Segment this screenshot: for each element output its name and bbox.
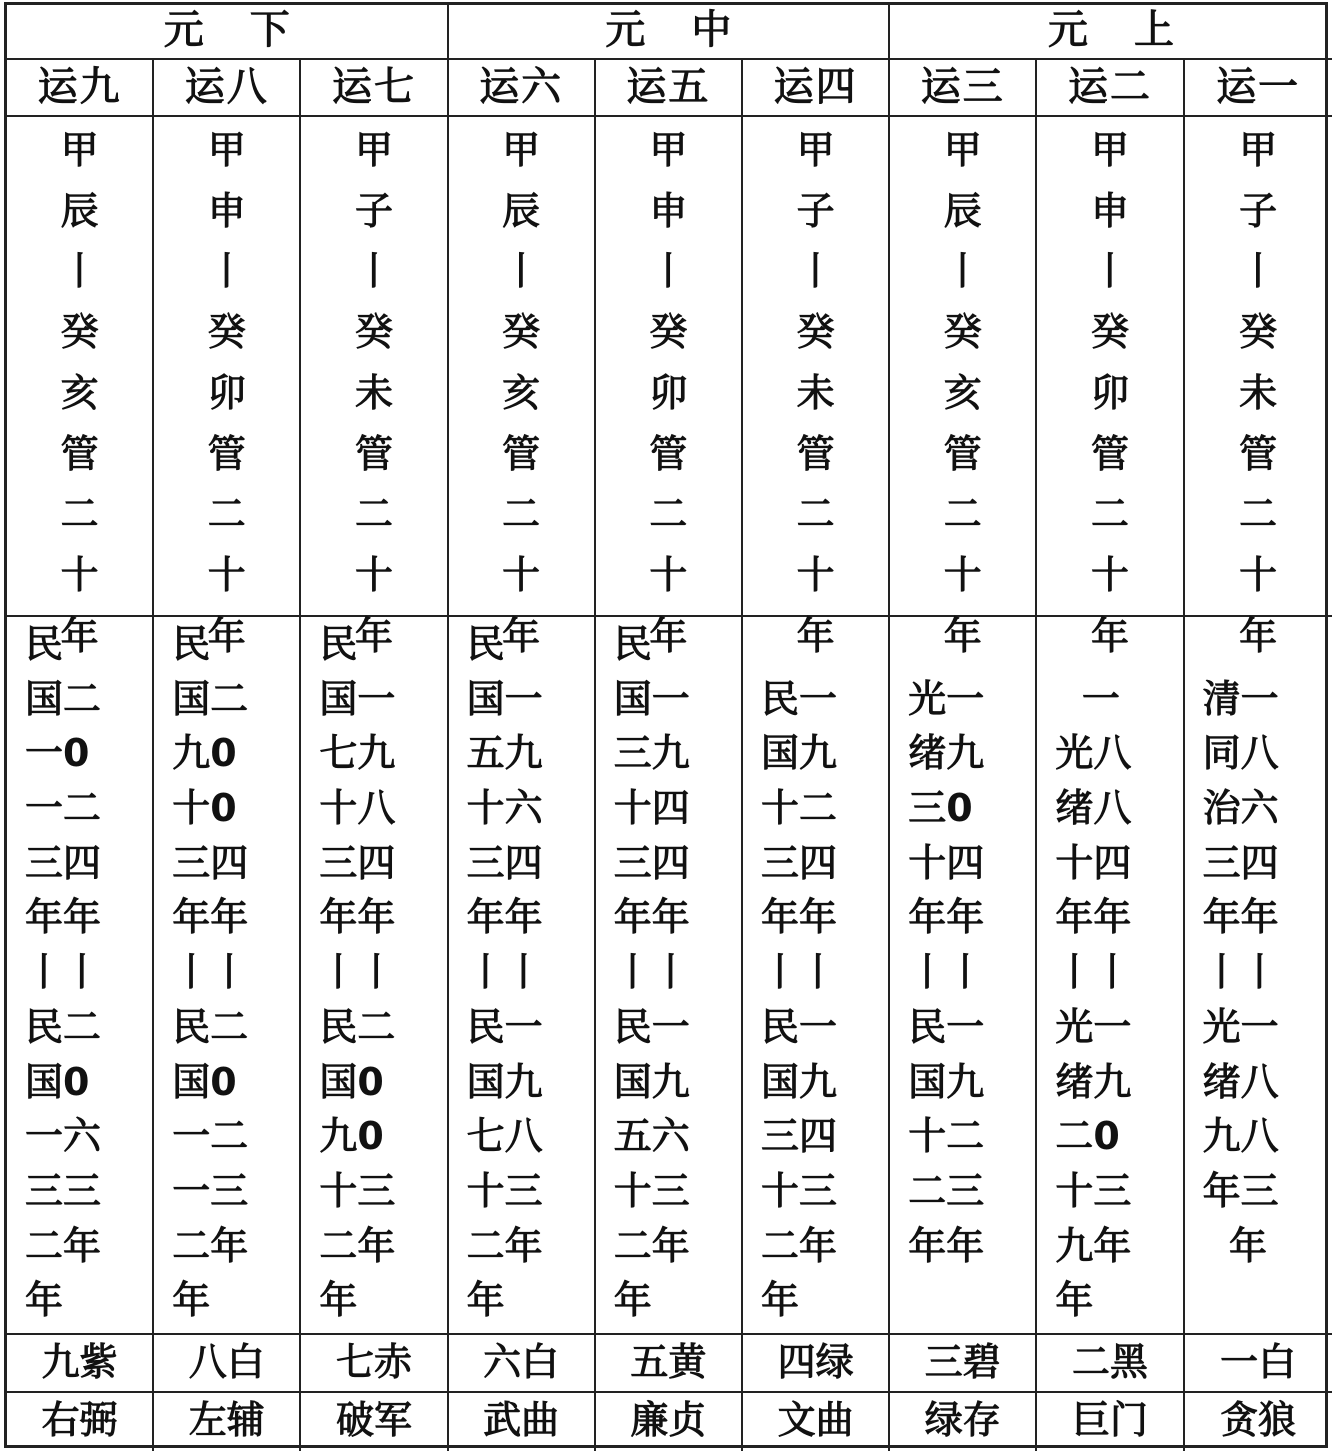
years-line: 年年 — [908, 1223, 985, 1268]
period-char: 癸 — [502, 310, 541, 355]
era-header: 元上 — [890, 5, 1332, 60]
years-line: 年 — [1055, 1278, 1094, 1323]
years-line: 十八 — [319, 786, 396, 831]
period-char: 卯 — [1090, 370, 1129, 415]
period-char: 年 — [354, 613, 393, 658]
years-line: 三四 — [761, 1114, 838, 1159]
period-char: 癸 — [649, 310, 688, 355]
period-cell — [154, 117, 301, 658]
period-char: 子 — [354, 188, 393, 233]
years-line: 七八 — [466, 1114, 543, 1159]
period-char: 十 — [60, 552, 99, 597]
era-header: 元中 — [449, 5, 891, 60]
years-line: 十二 — [761, 786, 838, 831]
years-line — [1203, 617, 1332, 672]
years-line: 绪九 — [1055, 1059, 1132, 1104]
star-name-cell: 左辅 — [154, 1393, 301, 1451]
period-char: 管 — [1090, 431, 1129, 476]
period-char: 癸 — [796, 310, 835, 355]
years-line: 年 — [613, 1278, 652, 1323]
star-name-cell: 贪狼 — [1220, 1398, 1297, 1442]
yun-header: 运四 — [743, 60, 890, 117]
years-line: 年年 — [1055, 895, 1132, 940]
period-char: 管 — [796, 431, 835, 476]
yun-header: 运二 — [1037, 60, 1184, 117]
period-char: 卯 — [207, 370, 246, 415]
years-cell — [7, 617, 154, 1335]
period-char: 癸 — [207, 310, 246, 355]
period-char: 申 — [649, 188, 688, 233]
years-line: 二年 — [319, 1223, 396, 1268]
years-line: 民 — [25, 622, 64, 666]
years-line: 三四 — [25, 840, 102, 885]
period-char: 管 — [207, 431, 246, 476]
period-char: 癸 — [1239, 310, 1278, 355]
years-cell — [154, 617, 301, 1335]
years-line: 九八 — [1202, 1114, 1279, 1159]
star-name-cell: 武曲 — [449, 1393, 596, 1451]
yun-header: 运八 — [154, 60, 301, 117]
period-char: 年 — [649, 613, 688, 658]
period-cell — [743, 117, 890, 658]
years-line: 民二 — [172, 1004, 249, 1049]
years-line: 民一 — [466, 1004, 543, 1049]
years-line: 三四 — [172, 840, 249, 885]
years-line: 绪八 — [1055, 786, 1132, 831]
years-line: 年年 — [761, 895, 838, 940]
period-cell — [7, 117, 154, 658]
years-line: 国九 — [908, 1059, 985, 1104]
years-line: 民一 — [761, 1004, 838, 1049]
period-char: 二 — [943, 492, 982, 537]
years-cell — [301, 617, 448, 1335]
years-cell — [1185, 617, 1332, 1335]
years-line: 国一 — [466, 676, 543, 721]
years-line: 年三 — [1202, 1168, 1279, 1213]
years-line: 民二 — [25, 1004, 102, 1049]
period-char: 管 — [502, 431, 541, 476]
years-cell — [1037, 617, 1184, 1335]
years-line: 十三 — [761, 1168, 838, 1213]
period-char: 辰 — [502, 188, 541, 233]
period-char: 年 — [796, 613, 835, 658]
period-char: 十 — [354, 552, 393, 597]
years-line: 治六 — [1202, 786, 1279, 831]
period-char: 管 — [1239, 431, 1278, 476]
star-name-cell: 右弼 — [7, 1393, 154, 1451]
period-char: 丨 — [207, 249, 246, 294]
star-name-cell: 文曲 — [743, 1393, 890, 1451]
years-line: 三四 — [761, 840, 838, 885]
years-line: 五九 — [466, 731, 543, 776]
years-line: 民二 — [319, 1004, 396, 1049]
years-line: 十三 — [1055, 1168, 1132, 1213]
yun-header: 运三 — [890, 60, 1037, 117]
years-line: 年年 — [613, 895, 690, 940]
period-char: 癸 — [1090, 310, 1129, 355]
star-cell: 六白 — [449, 1335, 596, 1393]
period-char: 甲 — [1090, 128, 1129, 172]
years-line: 丨丨 — [1055, 950, 1132, 995]
years-line: 民一 — [761, 676, 838, 721]
period-char: 未 — [1239, 370, 1278, 415]
years-line: 年年 — [25, 895, 102, 940]
years-line: 三0 — [908, 786, 973, 831]
years-line: 一0 — [25, 731, 90, 776]
years-line: 九0 — [319, 1114, 384, 1159]
years-line: 丨丨 — [761, 950, 838, 995]
period-char: 辰 — [943, 188, 982, 233]
yun-header: 运五 — [596, 60, 743, 117]
period-char: 年 — [60, 613, 99, 658]
period-char: 丨 — [1239, 249, 1278, 294]
period-char: 未 — [354, 370, 393, 415]
years-line: 十0 — [172, 786, 237, 831]
years-line: 三四 — [466, 840, 543, 885]
years-line: 民一 — [613, 1004, 690, 1049]
period-char: 二 — [1090, 492, 1129, 537]
years-line: 国九 — [761, 1059, 838, 1104]
years-line: 国二 — [172, 676, 249, 721]
years-line: 五六 — [613, 1114, 690, 1159]
period-char: 申 — [207, 188, 246, 233]
period-cell — [596, 117, 743, 658]
years-line: 一二 — [25, 786, 102, 831]
star-cell: 四绿 — [743, 1335, 890, 1393]
period-cell — [890, 117, 1037, 658]
years-line — [908, 617, 1035, 672]
years-line: 丨丨 — [172, 950, 249, 995]
period-cell — [1037, 117, 1184, 658]
period-char: 卯 — [649, 370, 688, 415]
period-char: 辰 — [60, 188, 99, 233]
years-line: 十二 — [908, 1114, 985, 1159]
years-line: 二年 — [25, 1223, 102, 1268]
years-line: 清一 — [1202, 676, 1279, 721]
years-line: 七九 — [319, 731, 396, 776]
years-line: 十四 — [1055, 840, 1132, 885]
period-char: 甲 — [207, 128, 246, 172]
years-line — [908, 1273, 1035, 1328]
period-char: 管 — [943, 431, 982, 476]
years-line: 年 — [1202, 1223, 1268, 1268]
period-char: 癸 — [943, 310, 982, 355]
years-line: 光一 — [1055, 1004, 1132, 1049]
period-char: 申 — [1090, 188, 1129, 233]
years-line: 国九 — [761, 731, 838, 776]
period-char: 亥 — [943, 370, 982, 415]
years-line: 民一 — [908, 1004, 985, 1049]
years-line: 十三 — [319, 1168, 396, 1213]
years-cell — [449, 617, 596, 1335]
period-char: 年 — [502, 613, 541, 658]
years-line: 民 — [319, 622, 358, 666]
period-char: 甲 — [649, 128, 688, 172]
years-line: 光一 — [1202, 1004, 1279, 1049]
period-char: 二 — [1239, 492, 1278, 537]
period-char: 甲 — [796, 128, 835, 172]
period-char: 十 — [1090, 552, 1129, 597]
years-line: 国二 — [25, 676, 102, 721]
years-line: 二0 — [1055, 1114, 1120, 1159]
years-line: 年 — [25, 1278, 64, 1323]
years-line: 三四 — [319, 840, 396, 885]
years-line — [761, 617, 888, 672]
period-char: 甲 — [502, 128, 541, 172]
years-line: 丨丨 — [908, 950, 985, 995]
period-char: 未 — [796, 370, 835, 415]
years-line: 二年 — [613, 1223, 690, 1268]
years-line: 年 — [172, 1278, 211, 1323]
period-char: 丨 — [60, 249, 99, 294]
star-cell: 七赤 — [301, 1335, 448, 1393]
period-char: 年 — [943, 613, 982, 658]
star-name-cell: 破军 — [301, 1393, 448, 1451]
period-char: 二 — [796, 492, 835, 537]
star-cell: 三碧 — [890, 1335, 1037, 1393]
period-char: 丨 — [649, 249, 688, 294]
years-line: 十三 — [613, 1168, 690, 1213]
years-line: 一 — [1055, 676, 1120, 721]
period-cell — [449, 117, 596, 658]
years-line: 丨丨 — [1202, 950, 1279, 995]
star-name-cell: 巨门 — [1037, 1393, 1184, 1451]
period-char: 管 — [354, 431, 393, 476]
years-cell — [890, 617, 1037, 1335]
years-line: 国0 — [172, 1059, 237, 1104]
years-line: 丨丨 — [25, 950, 102, 995]
period-char: 年 — [1239, 613, 1278, 658]
years-line: 年 — [466, 1278, 505, 1323]
period-char: 癸 — [354, 310, 393, 355]
years-line: 九年 — [1055, 1223, 1132, 1268]
years-line: 民 — [172, 622, 211, 666]
years-line: 丨丨 — [319, 950, 396, 995]
period-char: 管 — [649, 431, 688, 476]
period-char: 二 — [502, 492, 541, 537]
years-line: 年年 — [466, 895, 543, 940]
period-char: 亥 — [60, 370, 99, 415]
period-char: 十 — [502, 552, 541, 597]
period-char: 甲 — [354, 128, 393, 172]
period-char: 十 — [796, 552, 835, 597]
years-line: 年 — [319, 1278, 358, 1323]
years-line: 年年 — [1202, 895, 1279, 940]
years-line: 二年 — [172, 1223, 249, 1268]
years-line: 十四 — [613, 786, 690, 831]
years-line — [1055, 617, 1182, 672]
years-line: 年 — [761, 1278, 800, 1323]
years-line: 一六 — [25, 1114, 102, 1159]
period-char: 子 — [796, 188, 835, 233]
yun-header: 运九 — [7, 60, 154, 117]
period-char: 二 — [60, 492, 99, 537]
period-char: 子 — [1239, 188, 1278, 233]
period-char: 十 — [207, 552, 246, 597]
period-cell — [301, 117, 448, 658]
period-char: 丨 — [943, 249, 982, 294]
yun-header: 运七 — [301, 60, 448, 117]
years-line: 年年 — [172, 895, 249, 940]
years-line: 年年 — [908, 895, 985, 940]
years-line: 二三 — [908, 1168, 985, 1213]
years-line: 十四 — [908, 840, 985, 885]
years-line: 十六 — [466, 786, 543, 831]
years-line: 年年 — [319, 895, 396, 940]
period-char: 年 — [207, 613, 246, 658]
years-line: 同八 — [1202, 731, 1279, 776]
years-line: 绪九 — [908, 731, 985, 776]
period-char: 丨 — [502, 249, 541, 294]
years-line: 民 — [613, 622, 652, 666]
years-line: 丨丨 — [613, 950, 690, 995]
star-cell: 一白 — [1185, 1335, 1332, 1393]
star-name-cell: 绿存 — [890, 1393, 1037, 1451]
years-line: 绪八 — [1202, 1059, 1279, 1104]
years-line: 一三 — [172, 1168, 249, 1213]
years-line: 九0 — [172, 731, 237, 776]
years-line: 十三 — [466, 1168, 543, 1213]
years-cell — [596, 617, 743, 1335]
years-line: 一二 — [172, 1114, 249, 1159]
years-line: 光八 — [1055, 731, 1132, 776]
years-line: 二年 — [466, 1223, 543, 1268]
star-cell: 二黑 — [1037, 1335, 1184, 1393]
period-char: 管 — [60, 431, 99, 476]
years-line — [1203, 1273, 1332, 1328]
years-line: 国一 — [613, 676, 690, 721]
period-char: 十 — [943, 552, 982, 597]
years-line: 三九 — [613, 731, 690, 776]
years-line: 国九 — [466, 1059, 543, 1104]
period-char: 癸 — [60, 310, 99, 355]
star-cell: 八白 — [154, 1335, 301, 1393]
years-line: 丨丨 — [466, 950, 543, 995]
yun-header: 运一 — [1185, 60, 1332, 117]
period-char: 甲 — [60, 128, 99, 172]
years-line: 国一 — [319, 676, 396, 721]
years-cell — [743, 617, 890, 1335]
yun-table — [4, 2, 1328, 1448]
years-line: 三三 — [25, 1168, 102, 1213]
years-line: 民 — [466, 622, 505, 666]
period-char: 二 — [354, 492, 393, 537]
era-header: 元下 — [7, 5, 449, 60]
period-char: 丨 — [796, 249, 835, 294]
period-char: 年 — [1090, 613, 1129, 658]
years-line: 二年 — [761, 1223, 838, 1268]
period-char: 二 — [207, 492, 246, 537]
star-cell: 五黄 — [596, 1335, 743, 1393]
star-name-cell: 廉贞 — [596, 1393, 743, 1451]
period-char: 甲 — [943, 128, 982, 172]
period-cell — [1185, 117, 1332, 658]
yun-header: 运六 — [449, 60, 596, 117]
years-line: 光一 — [908, 676, 985, 721]
period-char: 丨 — [354, 249, 393, 294]
star-cell: 九紫 — [7, 1335, 154, 1393]
period-char: 十 — [1239, 552, 1278, 597]
period-char: 二 — [649, 492, 688, 537]
period-char: 甲 — [1239, 128, 1278, 172]
period-char: 丨 — [1090, 249, 1129, 294]
years-line: 国0 — [319, 1059, 384, 1104]
period-char: 十 — [649, 552, 688, 597]
years-line: 三四 — [1202, 840, 1279, 885]
period-char: 亥 — [502, 370, 541, 415]
years-line: 三四 — [613, 840, 690, 885]
years-line: 国九 — [613, 1059, 690, 1104]
years-line: 国0 — [25, 1059, 90, 1104]
